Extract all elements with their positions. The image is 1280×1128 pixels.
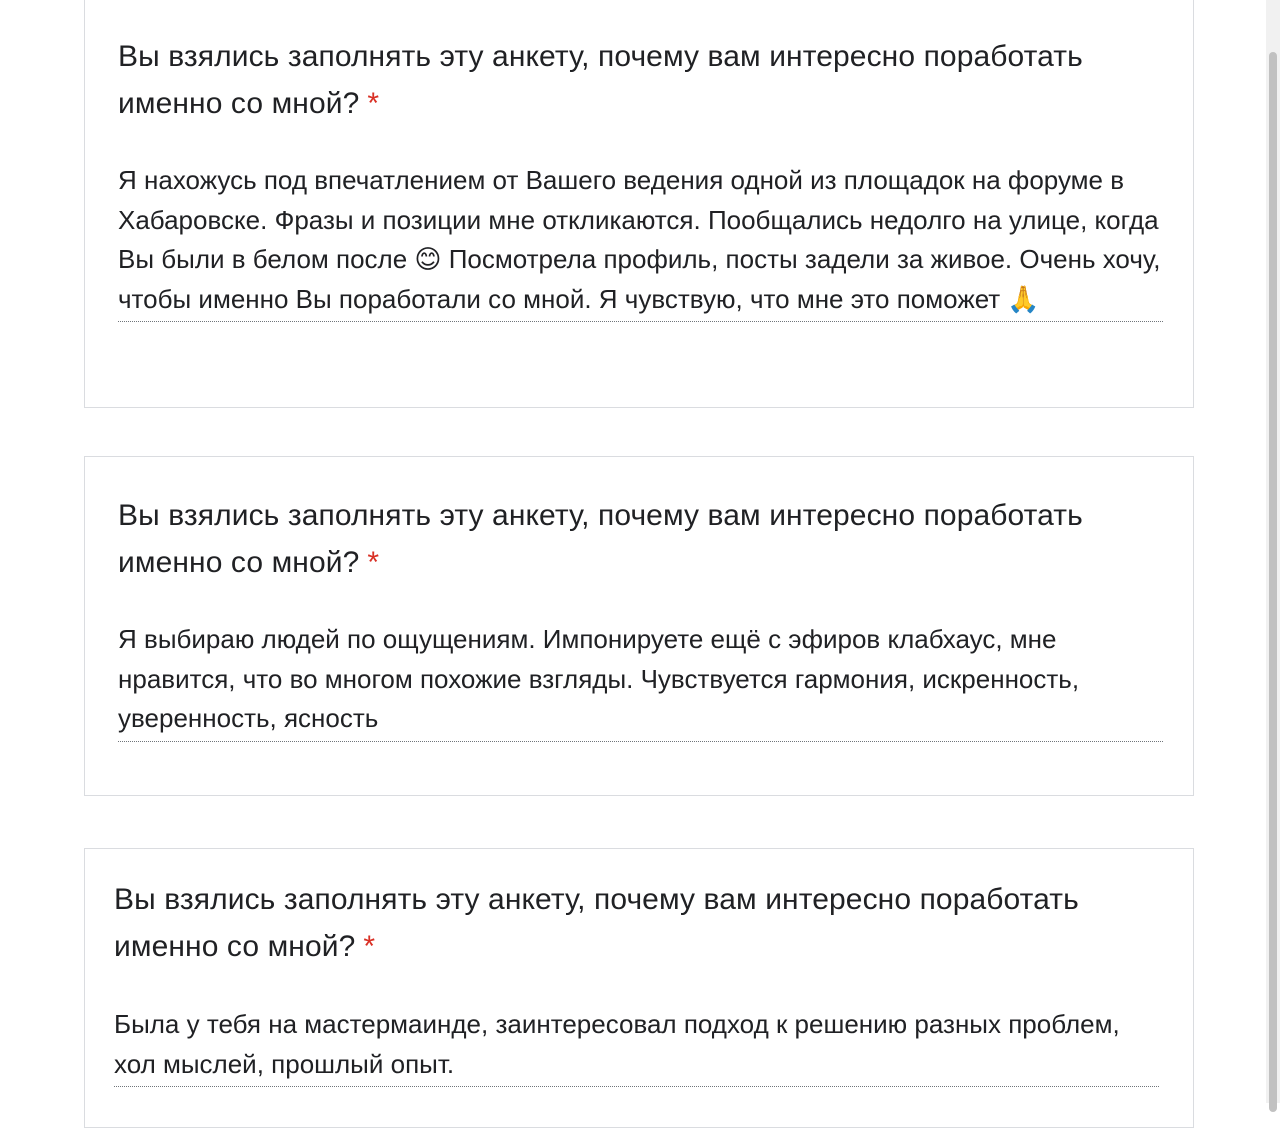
question-card <box>84 0 1194 408</box>
scrollbar-thumb[interactable] <box>1269 52 1277 1112</box>
question-title <box>118 33 1168 127</box>
answer-text: Была у тебя на мастермаинде, заинтересовал подход к решению разных проблем, хол мыслей, прошлый опыт. <box>114 1005 1159 1087</box>
required-asterisk: * <box>367 87 380 120</box>
question-card <box>84 848 1194 1128</box>
required-asterisk: * <box>363 930 376 963</box>
answer-text: Я нахожусь под впечатлением от Вашего ведения одной из площадок на форуме в Хабаровске. Фразы и позиции мне откликаются. Пообщались недолго на улице, когда Вы были в белом после 😊 Посмотрела профиль, посты задели за живое. Очень хочу, чтобы именно Вы поработали со мной. Я чувствую, что мне это поможет 🙏 <box>118 161 1163 322</box>
question-text: Вы взялись заполнять эту анкету, почему вам интересно поработать именно со мной? <box>118 40 1083 120</box>
required-asterisk: * <box>367 546 380 579</box>
question-card <box>84 456 1194 796</box>
question-title <box>114 876 1164 970</box>
scrollbar-track[interactable] <box>1266 0 1280 1103</box>
answer-text: Я выбираю людей по ощущениям. Импонируете ещё с эфиров клабхаус, мне нравится, что во многом похожие взгляды. Чувствуется гармония, искренность, уверенность, ясность <box>118 620 1163 742</box>
question-title <box>118 492 1168 586</box>
question-text: Вы взялись заполнять эту анкету, почему вам интересно поработать именно со мной? <box>114 883 1079 963</box>
question-text: Вы взялись заполнять эту анкету, почему вам интересно поработать именно со мной? <box>118 499 1083 579</box>
